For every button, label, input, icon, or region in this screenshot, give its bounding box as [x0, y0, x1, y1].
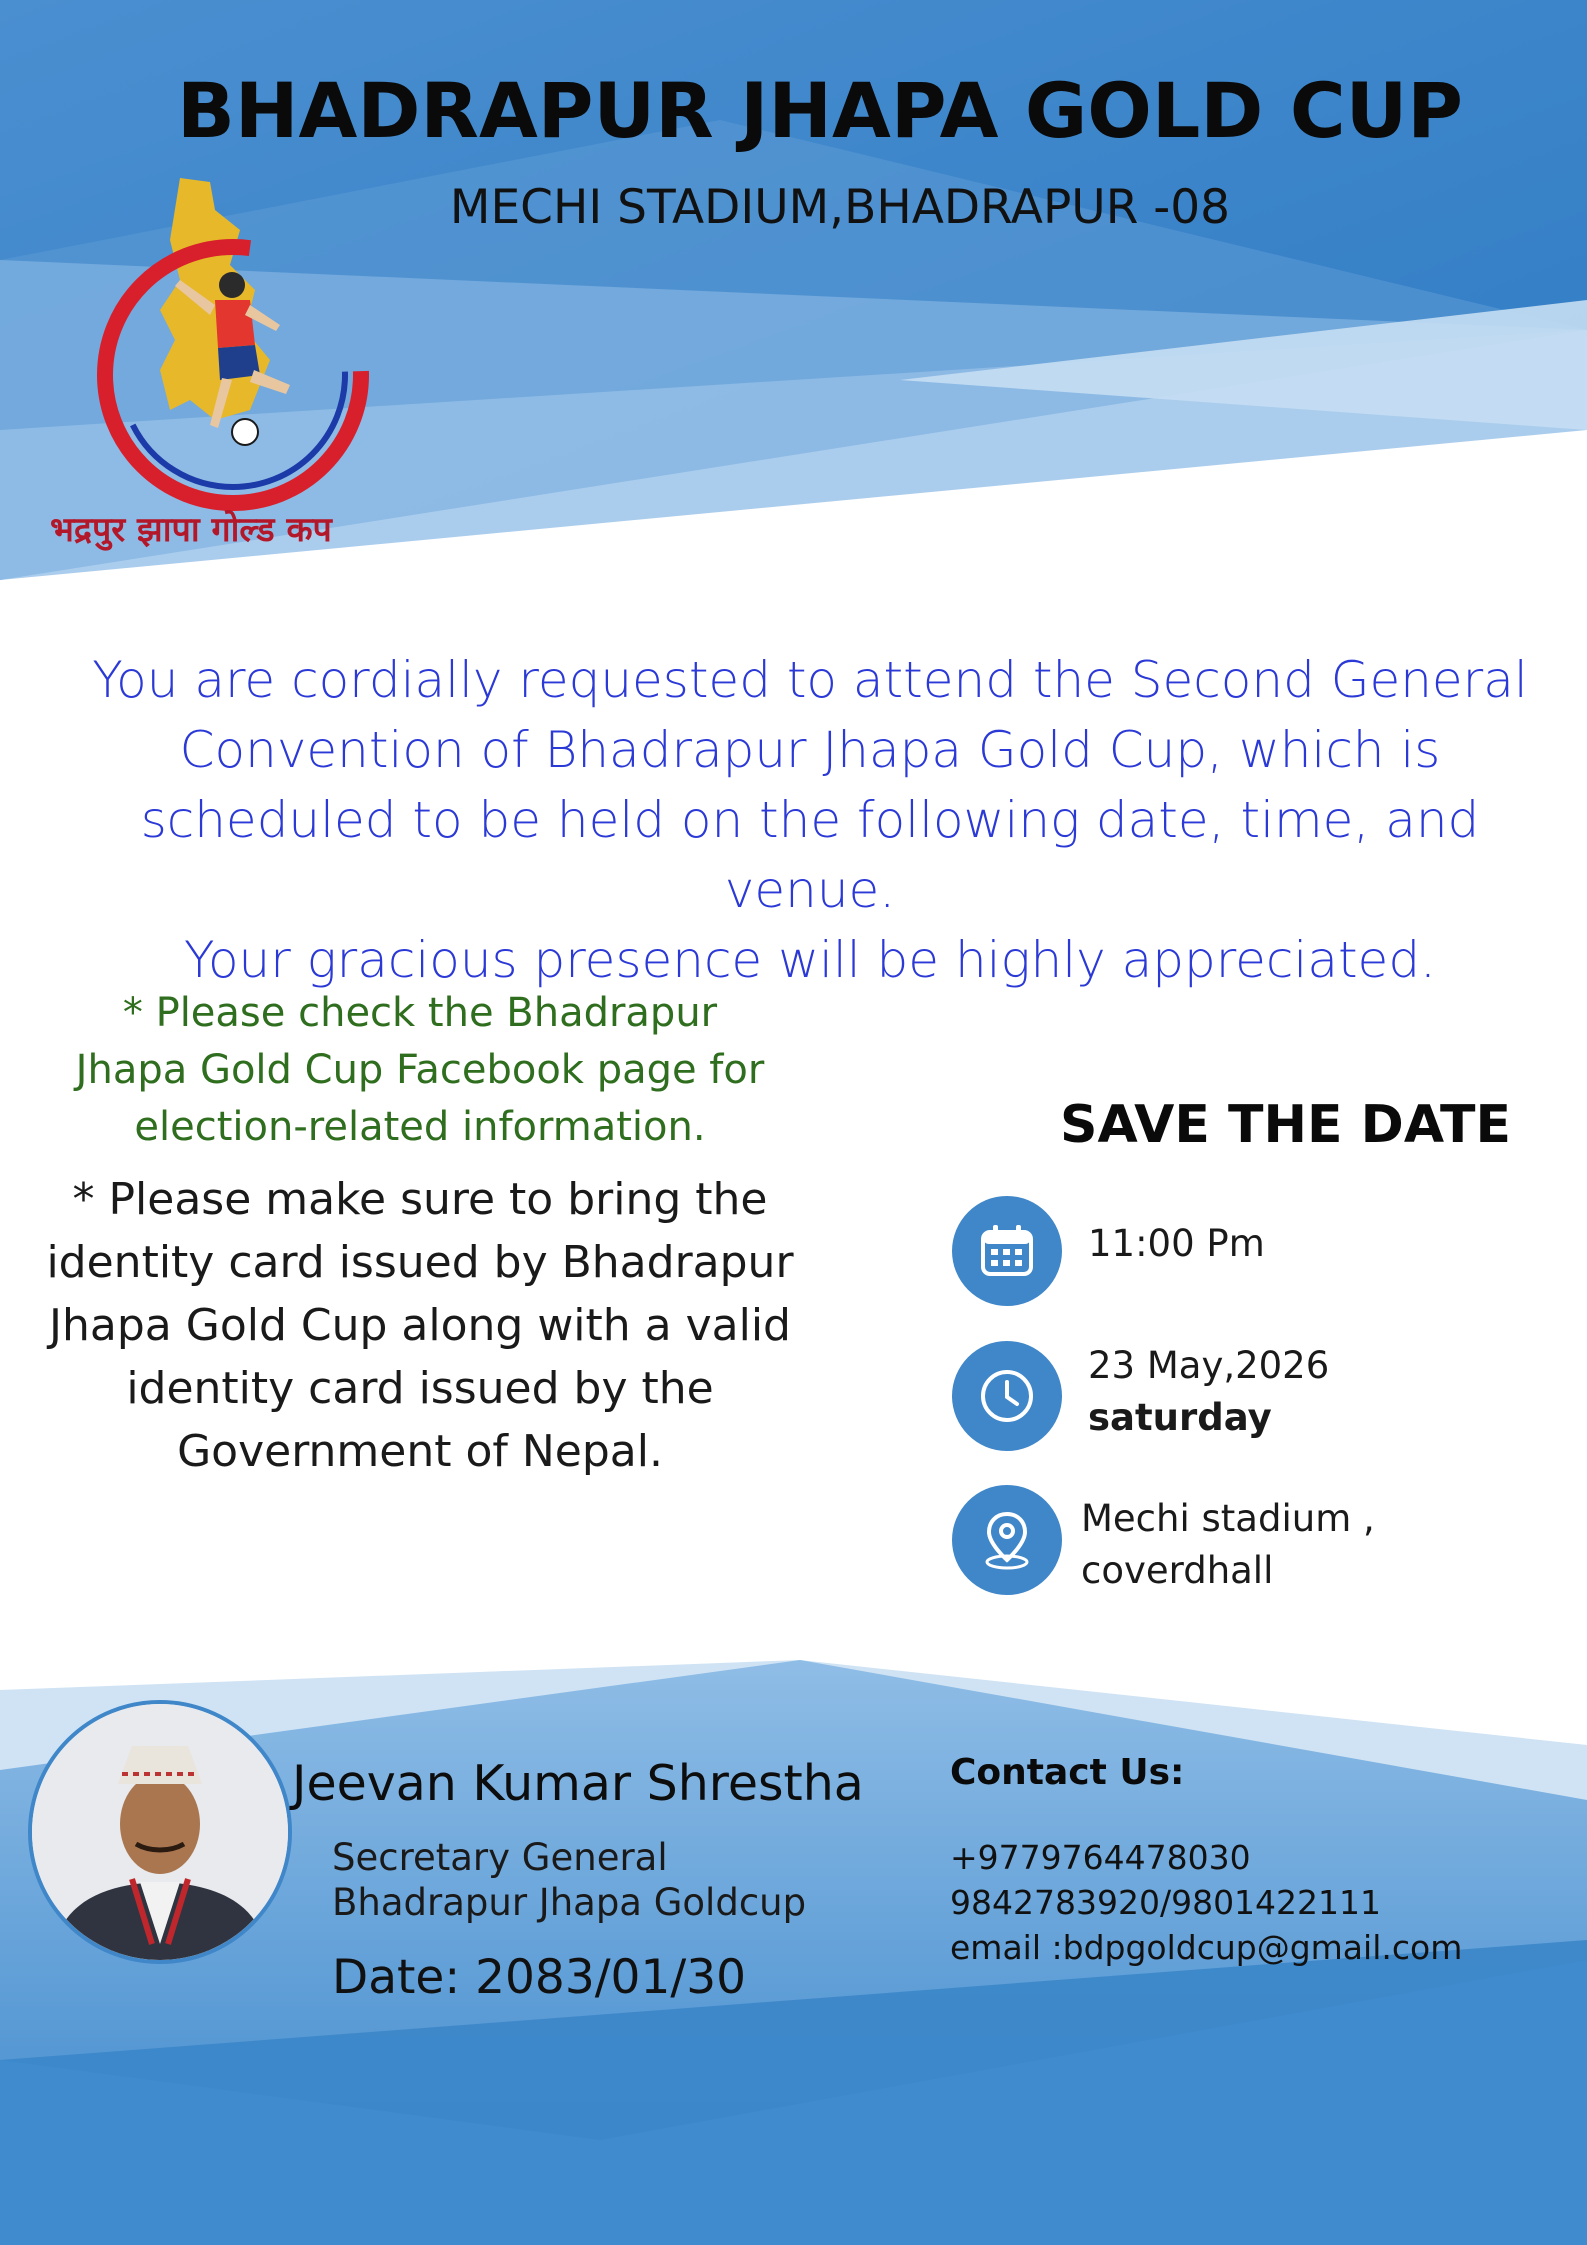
logo-caption: भद्रपुर झापा गोल्ड कप	[50, 510, 332, 550]
event-day: saturday	[1088, 1396, 1272, 1439]
venue-line: coverdhall	[1081, 1549, 1274, 1592]
contact-details	[950, 1835, 1462, 1970]
event-venue-subtitle: MECHI STADIUM,BHADRAPUR -08	[449, 180, 1231, 235]
invitation-line: Your gracious presence will be highly appreciated.	[184, 931, 1436, 989]
event-date	[1088, 1340, 1329, 1444]
contact-email: email :bdpgoldcup@gmail.com	[950, 1928, 1463, 1967]
clock-icon	[952, 1341, 1062, 1451]
note-line: Government of Nepal.	[177, 1426, 663, 1477]
note-line: Jhapa Gold Cup along with a valid	[49, 1300, 791, 1351]
avatar	[28, 1700, 292, 1964]
signatory-name: Jeevan Kumar Shrestha	[292, 1755, 864, 1812]
location-pin-icon	[952, 1485, 1062, 1595]
note-line: * Please make sure to bring the	[72, 1174, 768, 1225]
save-the-date-heading: SAVE THE DATE	[1060, 1095, 1512, 1155]
note-line: identity card issued by the	[126, 1363, 714, 1414]
role-line: Bhadrapur Jhapa Goldcup	[332, 1881, 807, 1924]
note-line: * Please check the Bhadrapur	[122, 990, 718, 1036]
event-venue	[1081, 1493, 1375, 1597]
calendar-icon	[952, 1196, 1062, 1306]
issue-date: Date: 2083/01/30	[332, 1950, 747, 2005]
signatory-role	[332, 1835, 806, 1925]
role-line: Secretary General	[332, 1836, 668, 1879]
invitation-line: You are cordially requested to attend the Second General	[92, 651, 1528, 709]
invitation-line: scheduled to be held on the following date, time, and venue.	[140, 791, 1480, 919]
facebook-note	[30, 985, 810, 1156]
event-time: 11:00 Pm	[1088, 1222, 1265, 1265]
venue-line: Mechi stadium ,	[1081, 1497, 1375, 1540]
invitation-text	[50, 645, 1570, 995]
id-card-note	[20, 1168, 820, 1483]
note-line: identity card issued by Bhadrapur	[46, 1237, 794, 1288]
contact-heading: Contact Us:	[950, 1752, 1185, 1793]
event-title: BHADRAPUR JHAPA GOLD CUP	[176, 66, 1464, 155]
contact-phone: 9842783920/9801422111	[950, 1883, 1382, 1922]
note-line: Jhapa Gold Cup Facebook page for	[75, 1047, 765, 1093]
invitation-line: Convention of Bhadrapur Jhapa Gold Cup, which is	[179, 721, 1441, 779]
contact-phone: +9779764478030	[950, 1838, 1251, 1877]
event-date-line: 23 May,2026	[1088, 1344, 1330, 1387]
football-player-logo	[40, 170, 440, 560]
note-line: election-related information.	[134, 1104, 706, 1150]
